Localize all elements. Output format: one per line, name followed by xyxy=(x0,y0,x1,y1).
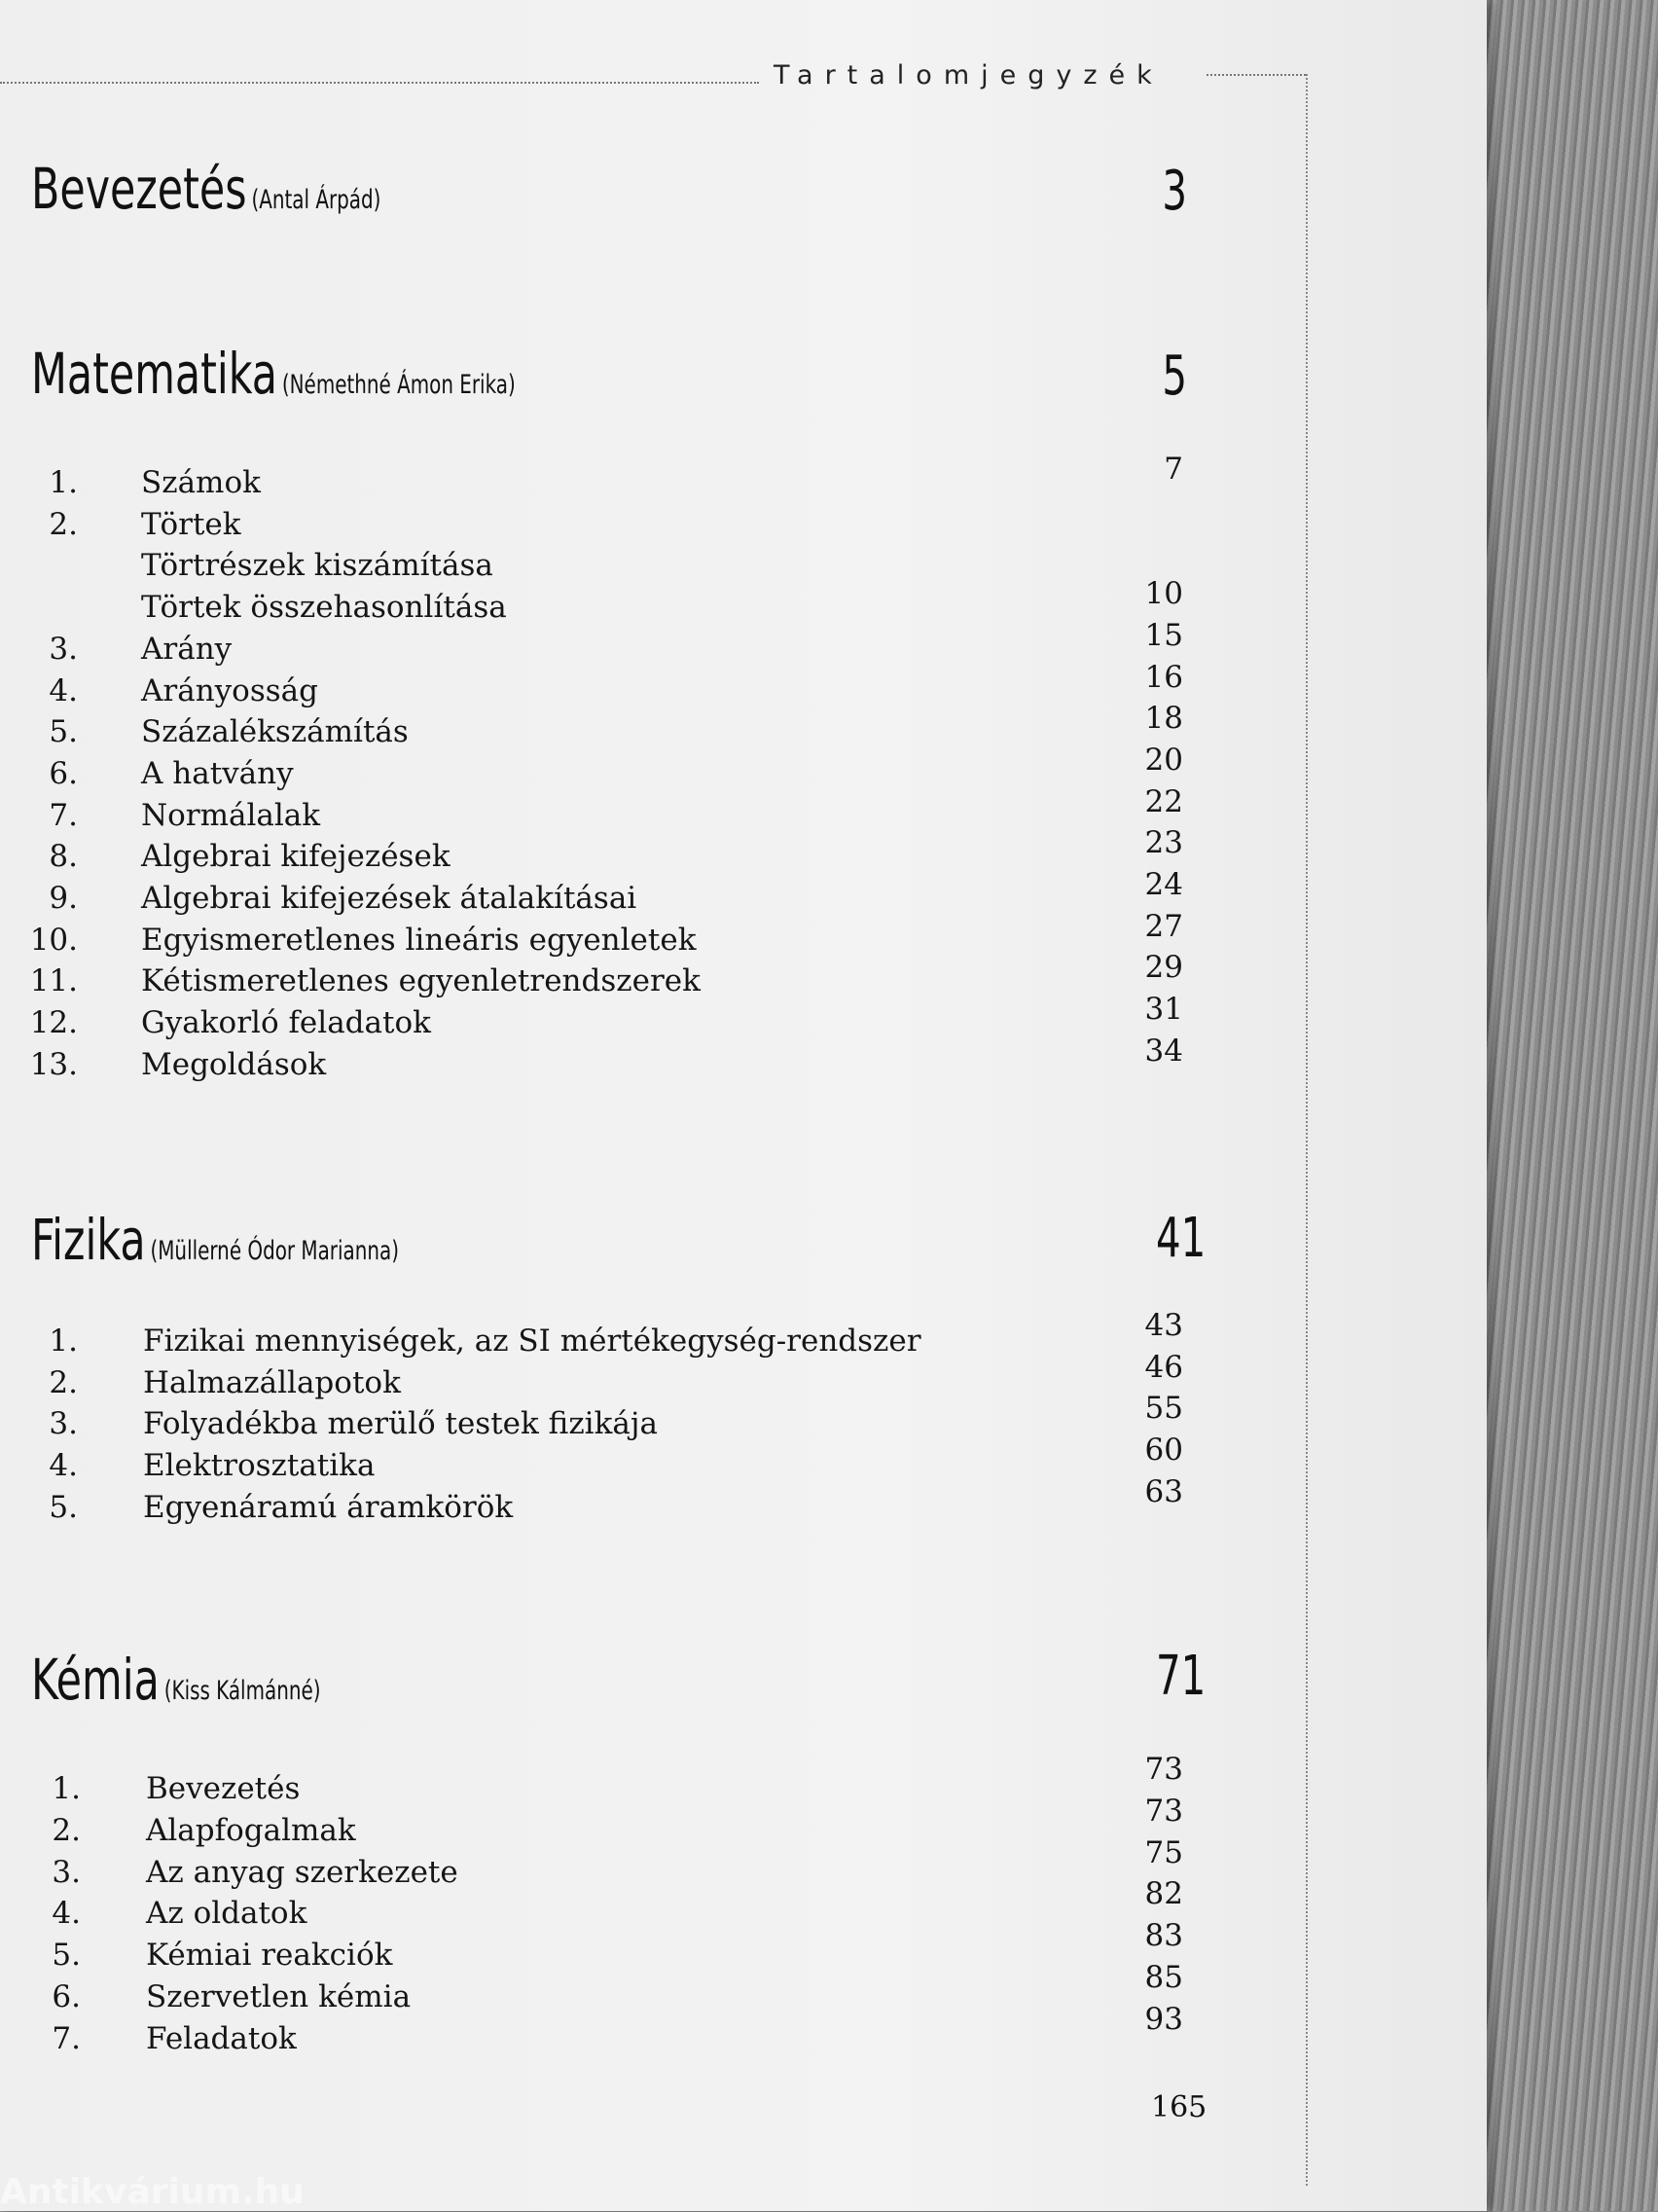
toc-entry-number: 3. xyxy=(52,1854,81,1890)
toc-entry-label: Halmazállapotok xyxy=(143,1364,401,1400)
header-rule-left xyxy=(0,82,759,84)
toc-entry-number: 5. xyxy=(49,1489,78,1525)
toc-entry-label: Algebrai kifejezések átalakításai xyxy=(141,881,637,916)
toc-entry-page: 22 xyxy=(1144,783,1183,819)
toc-entry-page: 20 xyxy=(1144,742,1183,778)
section-author: (Müllerné Ódor Marianna) xyxy=(150,1236,399,1266)
section-title-fizika xyxy=(31,1207,399,1273)
toc-entry-label: Arányosság xyxy=(141,672,318,708)
toc-entry-label: Alapfogalmak xyxy=(146,1812,356,1848)
section-author: (Antal Árpád) xyxy=(251,185,381,215)
toc-entry-page: 29 xyxy=(1144,950,1183,986)
toc-entry-label: Fizikai mennyiségek, az SI mértékegység-rendszer xyxy=(143,1324,921,1359)
running-header: Tartalomjegyzék xyxy=(774,60,1164,91)
toc-entry-label: Folyadékba merülő testek fizikája xyxy=(143,1406,658,1442)
section-title-kemia xyxy=(31,1647,320,1713)
toc-entry-page: 23 xyxy=(1144,825,1183,861)
toc-entry-number: 7. xyxy=(49,797,78,833)
toc-entry-page: 16 xyxy=(1144,659,1183,695)
toc-entry-number: 4. xyxy=(49,1448,78,1484)
toc-entry-page: 73 xyxy=(1144,1793,1183,1829)
section-page-number: 41 xyxy=(1156,1207,1207,1270)
toc-entry-label: Normálalak xyxy=(141,797,321,833)
toc-entry-label: Az oldatok xyxy=(146,1896,307,1932)
toc-entry-number: 7. xyxy=(52,2020,81,2056)
toc-entry-number: 2. xyxy=(49,1364,78,1400)
toc-entry-page: 18 xyxy=(1144,701,1183,737)
toc-entry-label: Elektrosztatika xyxy=(143,1448,376,1484)
toc-entry-label: Egyismeretlenes lineáris egyenletek xyxy=(141,922,697,958)
toc-entry-label: Számok xyxy=(141,465,261,500)
background-surface xyxy=(1479,0,1658,2211)
section-name: Matematika xyxy=(31,341,277,407)
watermark: Antikvárium.hu xyxy=(0,2172,305,2212)
toc-entry-label: Törtek xyxy=(141,506,241,542)
section-page-number: 5 xyxy=(1162,344,1187,408)
toc-entry-number: 12. xyxy=(29,1005,78,1041)
toc-entry-page: 93 xyxy=(1144,2001,1183,2037)
header-rule-right xyxy=(1207,74,1306,76)
section-author: (Kiss Kálmánné) xyxy=(163,1676,321,1706)
toc-entry-page: 73 xyxy=(1144,1752,1183,1787)
toc-entry-page: 63 xyxy=(1144,1473,1183,1509)
toc-entry-page: 24 xyxy=(1144,867,1183,902)
toc-entry-label: Szervetlen kémia xyxy=(146,1979,412,2014)
section-title-matematika xyxy=(31,341,516,407)
margin-rule xyxy=(1306,74,1308,2186)
toc-entry-page: 75 xyxy=(1144,1834,1183,1870)
toc-entry-number: 13. xyxy=(29,1046,78,1082)
toc-entry-label: A hatvány xyxy=(141,755,294,791)
toc-entry-page: 85 xyxy=(1144,1960,1183,1995)
toc-entry-label: Arány xyxy=(141,631,233,667)
section-page-number: 71 xyxy=(1156,1645,1207,1708)
toc-entry-page: 31 xyxy=(1144,992,1183,1028)
toc-entry-number: 10. xyxy=(29,922,78,958)
section-page-number: 3 xyxy=(1162,160,1187,223)
toc-entry-page: 27 xyxy=(1144,908,1183,944)
toc-entry-page: 34 xyxy=(1144,1033,1183,1069)
toc-entry-label: Bevezetés xyxy=(146,1771,301,1806)
section-name: Fizika xyxy=(31,1207,146,1273)
toc-entry-number: 2. xyxy=(49,506,78,542)
toc-entry-number: 9. xyxy=(49,881,78,916)
toc-entry-label: Törtek összehasonlítása xyxy=(141,590,507,626)
toc-entry-number: 5. xyxy=(49,714,78,750)
toc-entry-page: 7 xyxy=(1164,452,1183,487)
toc-entry-number: 6. xyxy=(52,1979,81,2014)
toc-entry-number: 11. xyxy=(29,963,78,999)
toc-entry-label: Kémiai reakciók xyxy=(146,1938,393,1974)
page-number: 165 xyxy=(1151,2090,1207,2124)
toc-entry-page: 82 xyxy=(1144,1876,1183,1912)
toc-entry-page: 83 xyxy=(1144,1918,1183,1954)
toc-entry-label: Az anyag szerkezete xyxy=(146,1854,458,1890)
toc-entry-page: 15 xyxy=(1144,617,1183,653)
toc-entry-page: 55 xyxy=(1144,1391,1183,1427)
toc-entry-page: 43 xyxy=(1144,1308,1183,1343)
section-title-bevezetes xyxy=(31,156,380,222)
section-author: (Némethné Ámon Erika) xyxy=(281,370,516,400)
toc-entry-page: 10 xyxy=(1144,576,1183,612)
toc-entry-number: 3. xyxy=(49,631,78,667)
toc-entry-label: Százalékszámítás xyxy=(141,714,409,750)
toc-entry-label: Egyenáramú áramkörök xyxy=(143,1489,514,1525)
toc-entry-label: Feladatok xyxy=(146,2020,297,2056)
toc-entry-label: Algebrai kifejezések xyxy=(141,839,451,875)
toc-entry-page: 60 xyxy=(1144,1432,1183,1469)
toc-entry-number: 8. xyxy=(49,839,78,875)
toc-entry-page: 46 xyxy=(1144,1349,1183,1385)
toc-entry-number: 1. xyxy=(49,465,78,500)
toc-entry-number: 6. xyxy=(49,755,78,791)
toc-entry-label: Megoldások xyxy=(141,1046,327,1082)
toc-entry-number: 1. xyxy=(52,1771,81,1806)
toc-entry-label: Kétismeretlenes egyenletrendszerek xyxy=(141,963,701,999)
toc-entry-label: Gyakorló feladatok xyxy=(141,1005,431,1041)
toc-entry-number: 2. xyxy=(52,1812,81,1848)
section-name: Bevezetés xyxy=(31,156,247,222)
toc-entry-number: 4. xyxy=(49,672,78,708)
toc-entry-number: 1. xyxy=(49,1324,78,1359)
toc-entry-number: 3. xyxy=(49,1406,78,1442)
section-name: Kémia xyxy=(31,1647,160,1713)
toc-entry-number: 5. xyxy=(52,1938,81,1974)
toc-entry-label: Törtrészek kiszámítása xyxy=(141,548,493,584)
toc-entry-number: 4. xyxy=(52,1896,81,1932)
